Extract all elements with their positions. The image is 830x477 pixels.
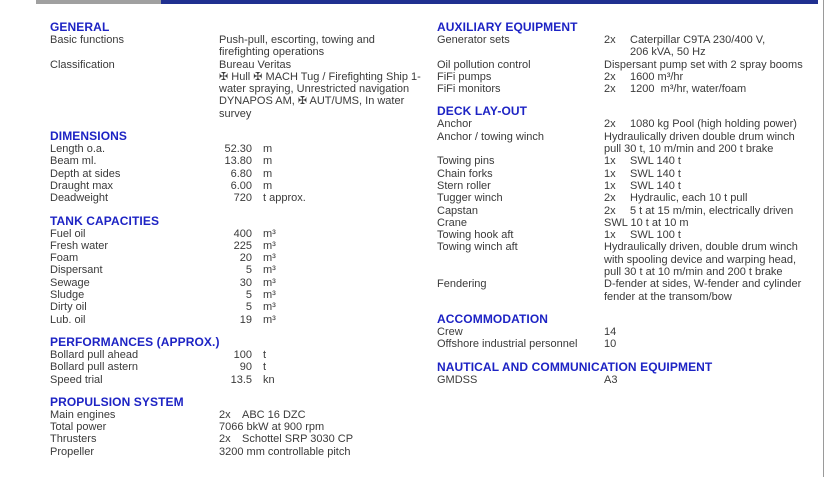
section-title: TANK CAPACITIES — [50, 213, 160, 228]
spec-value-number: 20 — [239, 252, 252, 265]
spec-value-number: 30 — [239, 276, 252, 289]
spec-row — [437, 192, 810, 204]
spec-label: Towing winch aft — [437, 241, 518, 254]
spec-value-unit: kn — [263, 373, 275, 386]
spec-value-text — [630, 71, 683, 83]
spec-value — [219, 143, 272, 155]
spec-value-line: 5 t at 15 m/min, electrically driven — [630, 204, 794, 217]
spec-value — [604, 374, 617, 386]
spec-value-text — [630, 192, 747, 204]
spec-value-text — [630, 229, 681, 241]
spec-value — [219, 374, 275, 386]
spec-value — [604, 118, 797, 130]
spec-label: Sludge — [50, 289, 85, 302]
spec-value — [219, 433, 353, 445]
spec-value-number: 720 — [233, 192, 252, 205]
spec-value — [219, 301, 276, 313]
spec-value-line: 14 — [604, 325, 617, 338]
spec-value-unit: m³ — [263, 289, 276, 302]
spec-value-line: 1600 m³/hr — [630, 70, 684, 83]
section-title: DIMENSIONS — [50, 129, 128, 144]
spec-value — [219, 409, 306, 421]
spec-row — [437, 71, 810, 83]
spec-label: Fendering — [437, 278, 487, 291]
spec-label: Main engines — [50, 408, 116, 421]
spec-value — [219, 252, 276, 264]
spec-value — [604, 168, 681, 180]
spec-value-line: Hydraulically driven double drum winch — [604, 130, 795, 143]
spec-row — [50, 240, 437, 252]
spec-label: Draught max — [50, 179, 113, 192]
spec-value-qty: 2x — [604, 83, 616, 96]
section-title: PROPULSION SYSTEM — [50, 394, 184, 409]
section-title: GENERAL — [50, 20, 110, 34]
right-column — [437, 21, 810, 386]
spec-row — [437, 374, 810, 386]
spec-row — [437, 83, 810, 95]
spec-value — [604, 59, 803, 71]
section-performances-approx — [50, 336, 437, 386]
spec-value — [604, 131, 795, 156]
spec-value — [604, 338, 616, 350]
spec-value-number: 13.5 — [230, 373, 252, 386]
left-column — [50, 21, 437, 458]
spec-value-unit: t — [263, 361, 267, 374]
spec-value-number: 100 — [233, 348, 252, 361]
spec-label: Thrusters — [50, 433, 97, 446]
spec-row — [50, 192, 437, 204]
spec-value — [219, 180, 272, 192]
spec-value — [219, 277, 276, 289]
spec-label: GMDSS — [437, 373, 478, 386]
spec-label: Chain forks — [437, 167, 493, 180]
spec-value-qty: 2x — [604, 70, 616, 83]
spec-value-line: D-fender at sides, W-fender and cylinder — [604, 278, 802, 291]
spec-row — [50, 289, 437, 301]
spec-value-text — [630, 83, 746, 95]
spec-value-text — [219, 34, 375, 59]
spec-label: Bollard pull astern — [50, 361, 139, 374]
spec-value-line: ✠ Hull ✠ MACH Tug / Firefighting Ship 1- — [219, 70, 421, 83]
spec-label: Generator sets — [437, 34, 510, 46]
spec-sheet-content — [50, 21, 810, 458]
spec-label: Crane — [437, 216, 467, 229]
spec-value-qty: 1x — [604, 229, 616, 242]
spec-value — [604, 155, 681, 167]
spec-value-qty: 1x — [604, 155, 616, 168]
spec-value-text — [219, 59, 421, 120]
spec-value — [604, 217, 689, 229]
spec-value — [604, 229, 681, 241]
spec-value-number: 52.30 — [224, 143, 252, 156]
spec-label: Anchor / towing winch — [437, 130, 544, 143]
spec-label: Depth at sides — [50, 167, 121, 180]
spec-label: Deadweight — [50, 192, 109, 205]
spec-label: Towing hook aft — [437, 229, 514, 242]
spec-value-number: 5 — [245, 289, 252, 302]
spec-value-number: 400 — [233, 227, 252, 240]
spec-value-line: Dispersant pump set with 2 spray booms — [604, 58, 803, 71]
spec-label: FiFi pumps — [437, 70, 492, 83]
spec-value-line: 3200 mm controllable pitch — [219, 445, 351, 458]
spec-value-unit: t — [263, 348, 267, 361]
spec-value-unit: t approx. — [263, 192, 306, 205]
spec-label: Lub. oil — [50, 313, 86, 326]
spec-value-line: DYNAPOS AM, ✠ AUT/UMS, In water — [219, 95, 405, 108]
spec-value-unit: m³ — [263, 252, 276, 265]
spec-value-number: 5 — [245, 301, 252, 314]
spec-row — [437, 59, 810, 71]
spec-value-line: Hydraulic, each 10 t pull — [630, 192, 748, 205]
spec-label: Total power — [50, 421, 107, 434]
spec-value-text — [604, 217, 689, 229]
spec-value-qty: 1x — [604, 167, 616, 180]
spec-value-unit: m — [263, 155, 273, 168]
spec-value-line: 206 kVA, 50 Hz — [630, 46, 706, 59]
spec-value-line: survey — [219, 107, 252, 120]
spec-value-text — [604, 338, 616, 350]
spec-value — [219, 446, 350, 458]
spec-value-unit: m — [263, 143, 273, 156]
spec-label: Anchor — [437, 118, 472, 131]
spec-value — [219, 314, 276, 326]
spec-value-line: Bureau Veritas — [219, 58, 292, 71]
spec-row — [437, 131, 810, 156]
spec-row — [437, 180, 810, 192]
section-title: PERFORMANCES (APPROX.) — [50, 334, 220, 349]
spec-value-text — [242, 409, 306, 421]
spec-value-line: Push-pull, escorting, towing and — [219, 34, 375, 46]
spec-row — [50, 155, 437, 167]
spec-label: Bollard pull ahead — [50, 348, 139, 361]
spec-value-qty: 2x — [604, 204, 616, 217]
spec-value-text — [604, 131, 795, 156]
spec-value-qty: 2x — [219, 433, 231, 446]
spec-row — [50, 264, 437, 276]
page-right-border — [823, 0, 824, 477]
spec-value-text — [630, 118, 797, 130]
spec-value-text — [242, 433, 353, 445]
top-bar-gray-segment — [36, 0, 161, 4]
spec-value-text — [630, 180, 681, 192]
section-title: ACCOMMODATION — [437, 311, 549, 326]
spec-label: Towing pins — [437, 155, 495, 168]
spec-value — [604, 71, 683, 83]
spec-value-number: 225 — [233, 239, 252, 252]
spec-row — [437, 118, 810, 130]
spec-label: Dirty oil — [50, 301, 87, 314]
spec-value — [604, 326, 616, 338]
spec-row — [50, 361, 437, 373]
spec-value-line: water spraying, Unrestricted navigation — [219, 83, 410, 96]
spec-value-text — [604, 59, 803, 71]
spec-value — [604, 180, 681, 192]
spec-row — [437, 278, 810, 303]
spec-value — [219, 34, 375, 59]
spec-value — [219, 240, 276, 252]
spec-label: Sewage — [50, 276, 90, 289]
spec-value-line: Caterpillar C9TA 230/400 V, — [630, 34, 766, 46]
spec-row — [50, 277, 437, 289]
section-auxiliary-equipment — [437, 21, 810, 95]
spec-label: Basic functions — [50, 34, 124, 46]
spec-value-unit: m³ — [263, 313, 276, 326]
spec-value — [219, 168, 272, 180]
spec-value-line: A3 — [604, 373, 618, 386]
spec-row — [437, 168, 810, 180]
spec-value-qty: 1x — [604, 179, 616, 192]
spec-value-line: fender at the transom/bow — [604, 290, 732, 303]
spec-value — [604, 241, 798, 278]
spec-value-unit: m³ — [263, 276, 276, 289]
spec-value — [219, 421, 324, 433]
spec-value-unit: m³ — [263, 227, 276, 240]
spec-value-text — [630, 205, 793, 217]
spec-value-number: 90 — [239, 361, 252, 374]
spec-row — [50, 314, 437, 326]
spec-value-text — [630, 34, 765, 59]
section-nautical-and-communication-equipment — [437, 361, 810, 386]
spec-row — [50, 252, 437, 264]
spec-value-text — [604, 278, 801, 303]
section-accommodation — [437, 313, 810, 351]
spec-value-line: firefighting operations — [219, 46, 325, 59]
spec-value-line: ABC 16 DZC — [242, 408, 306, 421]
spec-label: Fresh water — [50, 239, 109, 252]
spec-value-line: 10 — [604, 338, 617, 351]
spec-value-unit: m³ — [263, 239, 276, 252]
spec-row — [437, 241, 810, 278]
spec-value-line: SWL 100 t — [630, 229, 681, 242]
spec-value — [604, 34, 765, 59]
spec-row — [437, 326, 810, 338]
spec-label: Tugger winch — [437, 192, 503, 205]
section-general — [50, 21, 437, 120]
spec-value-qty: 2x — [604, 118, 616, 131]
spec-label: Speed trial — [50, 373, 103, 386]
spec-value — [219, 349, 266, 361]
spec-value-qty: 2x — [219, 408, 231, 421]
spec-value — [219, 228, 276, 240]
spec-value-text — [219, 421, 324, 433]
spec-value — [604, 278, 801, 303]
section-title: NAUTICAL AND COMMUNICATION EQUIPMENT — [437, 359, 713, 374]
spec-label: Stern roller — [437, 179, 491, 192]
spec-label: Classification — [50, 58, 115, 71]
spec-label: FiFi monitors — [437, 83, 501, 96]
spec-value-line: SWL 140 t — [630, 179, 681, 192]
spec-row — [437, 34, 810, 59]
spec-value-unit: m³ — [263, 264, 276, 277]
spec-row — [50, 180, 437, 192]
spec-value — [604, 83, 746, 95]
spec-value-number: 6.80 — [230, 167, 252, 180]
spec-row — [437, 338, 810, 350]
spec-value-text — [604, 241, 798, 278]
section-tank-capacities — [50, 215, 437, 326]
spec-value-line: SWL 10 t at 10 m — [604, 216, 689, 229]
spec-row — [50, 349, 437, 361]
spec-label: Crew — [437, 325, 463, 338]
spec-label: Oil pollution control — [437, 58, 531, 71]
spec-row — [50, 409, 437, 421]
section-title: AUXILIARY EQUIPMENT — [437, 20, 578, 34]
spec-value-line: pull 30 t at 10 m/min and 200 t brake — [604, 266, 783, 279]
spec-row — [437, 205, 810, 217]
spec-row — [50, 59, 437, 120]
spec-row — [50, 446, 437, 458]
spec-value-text — [604, 374, 617, 386]
spec-value-line: 7066 bkW at 900 rpm — [219, 421, 325, 434]
spec-row — [50, 301, 437, 313]
spec-value-line: 1080 kg Pool (high holding power) — [630, 118, 797, 131]
spec-label: Length o.a. — [50, 143, 106, 156]
spec-value-text — [630, 168, 681, 180]
spec-value-qty: 2x — [604, 192, 616, 205]
spec-row — [50, 374, 437, 386]
spec-value — [219, 59, 421, 120]
spec-row — [50, 433, 437, 445]
spec-value — [604, 192, 747, 204]
spec-label: Propeller — [50, 445, 95, 458]
spec-value-text — [604, 326, 616, 338]
spec-label: Capstan — [437, 204, 478, 217]
spec-value-line: SWL 140 t — [630, 167, 681, 180]
spec-value-number: 5 — [245, 264, 252, 277]
spec-value — [604, 205, 793, 217]
spec-value-line: 1200 m³/hr, water/foam — [630, 83, 747, 96]
spec-row — [437, 229, 810, 241]
section-dimensions — [50, 130, 437, 204]
spec-value — [219, 289, 276, 301]
section-propulsion-system — [50, 396, 437, 458]
spec-row — [50, 168, 437, 180]
spec-value-line: SWL 140 t — [630, 155, 681, 168]
spec-value — [219, 361, 266, 373]
spec-row — [437, 217, 810, 229]
top-bar-navy-segment — [161, 0, 818, 4]
spec-value-unit: m — [263, 167, 273, 180]
spec-label: Foam — [50, 252, 79, 265]
spec-row — [50, 143, 437, 155]
spec-value-line: with spooling device and warping head, — [604, 253, 797, 266]
spec-row — [50, 228, 437, 240]
spec-label: Offshore industrial personnel — [437, 338, 578, 351]
spec-value-line: Hydraulically driven, double drum winch — [604, 241, 798, 254]
section-title: DECK LAY-OUT — [437, 104, 528, 119]
spec-value-text — [219, 446, 350, 458]
section-deck-lay-out — [437, 105, 810, 302]
spec-row — [437, 155, 810, 167]
spec-row — [50, 421, 437, 433]
spec-label: Beam ml. — [50, 155, 97, 168]
spec-value — [219, 264, 276, 276]
spec-value-number: 13.80 — [224, 155, 252, 168]
spec-value-text — [630, 155, 681, 167]
spec-value-line: Schottel SRP 3030 CP — [242, 433, 354, 446]
spec-value-number: 6.00 — [230, 179, 252, 192]
spec-value — [219, 192, 306, 204]
spec-label: Dispersant — [50, 264, 103, 277]
spec-value-unit: m³ — [263, 301, 276, 314]
spec-value-qty: 2x — [604, 34, 616, 46]
spec-label: Fuel oil — [50, 227, 86, 240]
spec-row — [50, 34, 437, 59]
spec-value — [219, 155, 272, 167]
spec-value-line: pull 30 t, 10 m/min and 200 t brake — [604, 143, 774, 156]
spec-value-number: 19 — [239, 313, 252, 326]
spec-value-unit: m — [263, 179, 273, 192]
